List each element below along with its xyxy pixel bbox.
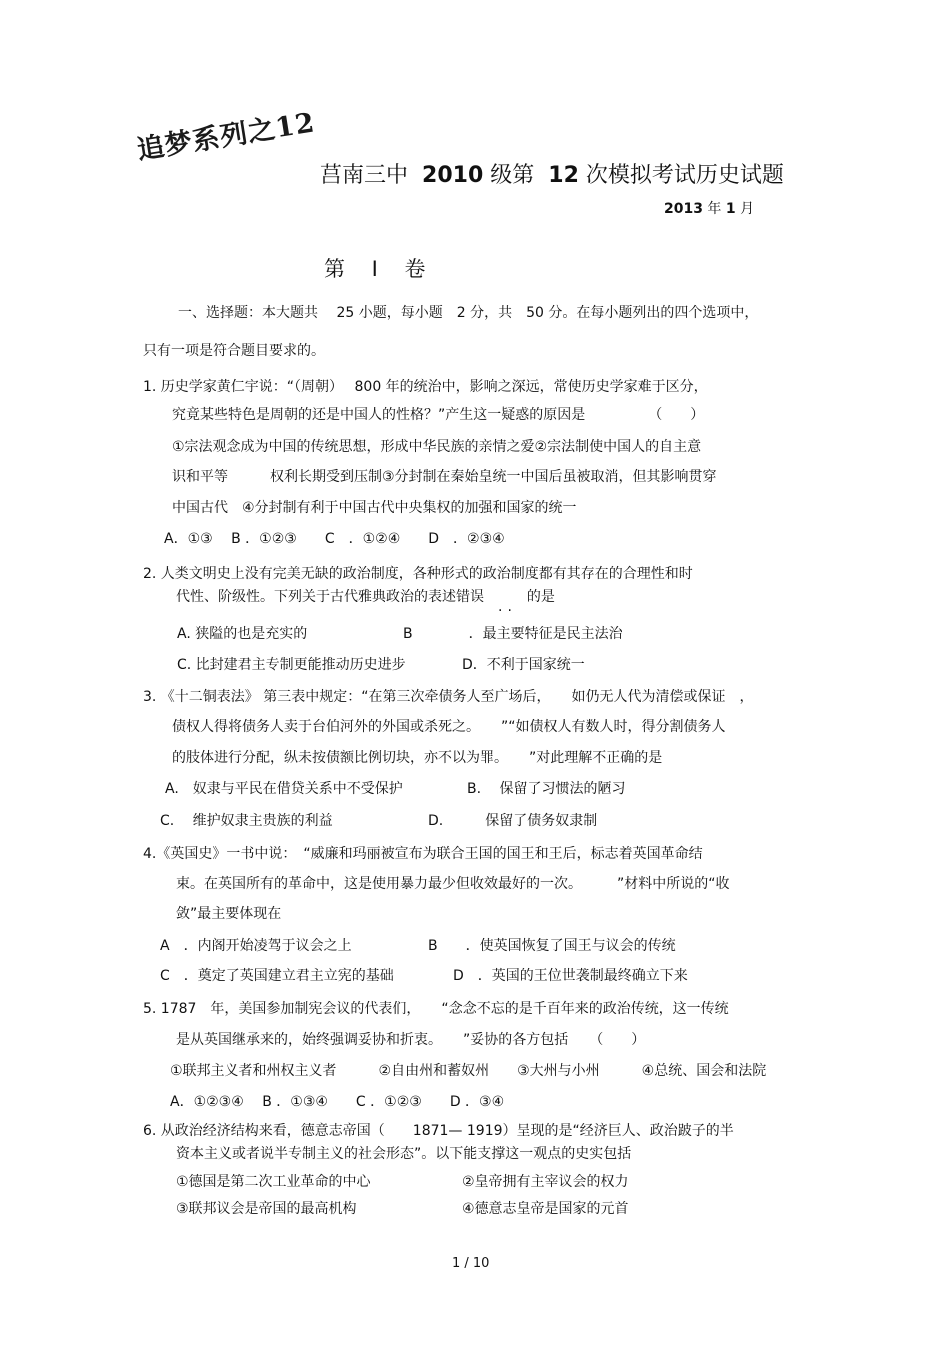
q3-option-d: D. 保留了债务奴隶制 [428,813,598,829]
q5-line1: 5. 1787 年，美国参加制宪会议的代表们， “念念不忘的是千百年来的政治传统，这一传统 [143,1001,729,1017]
q2-option-d: D．不利于国家统一 [462,657,585,673]
q2-line2 [176,586,555,615]
q6-line1: 6. 从政治经济结构来看，德意志帝国（ 1871— 1919）呈现的是“经济巨人、政治跛子的半 [143,1123,734,1139]
date-year-unit: 年 [707,201,722,217]
q4-option-d: D ．英国的王位世袭制最终确立下来 [453,968,688,984]
volume-title: 第 I 卷 [324,257,436,281]
q4-line2: 束。在英国所有的革命中，这是使用暴力最少但收效最好的一次。 ”材料中所说的“收 [176,876,730,892]
q2-option-b: B ．最主要特征是民主法治 [403,626,623,642]
title-exam-word: 次模拟考试历史试题 [585,163,784,188]
q3-option-a: A. 奴隶与平民在借贷关系中不受保护 [165,781,403,797]
q1-options: A．①③ B ．①②③ C ．①②④ D ．②③④ [164,531,505,547]
title-grade-year: 2010 [422,163,484,188]
title-school: 莒南三中 [320,163,409,188]
q3-line1: 3. 《十二铜表法》 第三表中规定：“在第三次牵债务人至广场后， 如仍无人代为清偿或保证 ， [143,689,754,705]
q2-option-c: C. 比封建君主专制更能推动历史进步 [177,657,406,673]
section-intro-line2: 只有一项是符合题目要求的。 [143,343,325,359]
q4-line3: 敛”最主要体现在 [176,906,282,922]
q1-line3: ①宗法观念成为中国的传统思想，形成中华民族的亲情之爱②宗法制使中国人的自主意 [172,439,702,455]
q2-line2-tail: 的是 [526,589,555,605]
series-stamp: 追梦系列之12 [134,107,318,167]
q4-line1: 4.《英国史》一书中说： “威廉和玛丽被宣布为联合王国的国王和王后，标志着英国革命结 [143,846,703,862]
q3-line2: 债权人得将债务人卖于台伯河外的外国或杀死之。 ”“如债权人有数人时，得分割债务人 [172,719,726,735]
q1-line2: 究竟某些特色是周朝的还是中国人的性格？”产生这一疑惑的原因是 （ ） [172,407,705,423]
q1-line5: 中国古代 ④分封制有利于中国古代中央集权的加强和国家的统一 [172,500,577,516]
exam-date [664,198,754,218]
q1-line4: 识和平等 权利长期受到压制③分封制在秦始皇统一中国后虽被取消，但其影响贯穿 [172,469,717,485]
q6-item1: ①德国是第二次工业革命的中心 [176,1174,371,1190]
q6-line2: 资本主义或者说半专制主义的社会形态”。以下能支撑这一观点的史实包括 [176,1146,632,1162]
title-exam-num: 12 [548,163,579,188]
q6-item2: ②皇帝拥有主宰议会的权力 [462,1174,629,1190]
q3-option-c: C. 维护奴隶主贵族的利益 [160,813,333,829]
title-grade-word: 级第 [490,163,535,188]
emphasis-dots: .. [498,599,517,615]
date-year: 2013 [664,201,703,217]
q4-option-b: B ．使英国恢复了国王与议会的传统 [428,938,676,954]
q5-line2: 是从英国继承来的，始终强调妥协和折衷。 ”妥协的各方包括 （ ） [176,1032,646,1048]
exam-title [320,158,784,189]
q2-line2-text: 代性、阶级性。下列关于古代雅典政治的表述错误 [176,589,484,605]
q6-item4: ④德意志皇帝是国家的元首 [462,1201,629,1217]
date-month: 1 [725,201,736,217]
q5-line3: ①联邦主义者和州权主义者 ②自由州和蓄奴州 ③大州与小州 ④总统、国会和法院 [170,1063,767,1079]
q5-options: A．①②③④ B ．①③④ C ．①②③ D ．③④ [170,1094,505,1110]
q2-line1: 2. 人类文明史上没有完美无缺的政治制度，各种形式的政治制度都有其存在的合理性和时 [143,566,693,582]
section-intro-line1: 一、选择题：本大题共 25 小题，每小题 2 分，共 50 分。在每小题列出的四个选项中， [178,305,759,321]
q3-option-b: B. 保留了习惯法的陋习 [467,781,626,797]
page-indicator: 1 / 10 [452,1256,490,1271]
q6-item3: ③联邦议会是帝国的最高机构 [176,1201,357,1217]
q1-line1: 1. 历史学家黄仁宇说：“（周朝） 800 年的统治中，影响之深远，常使历史学家难于区分， [143,379,708,395]
q2-option-a: A. 狭隘的也是充实的 [177,626,308,642]
date-month-unit: 月 [740,201,755,217]
q4-option-c: C ．奠定了英国建立君主立宪的基础 [160,968,394,984]
q3-line3: 的肢体进行分配，纵未按债额比例切块，亦不以为罪。 ”对此理解不正确的是 [172,750,663,766]
q4-option-a: A ．内阁开始凌驾于议会之上 [160,938,352,954]
